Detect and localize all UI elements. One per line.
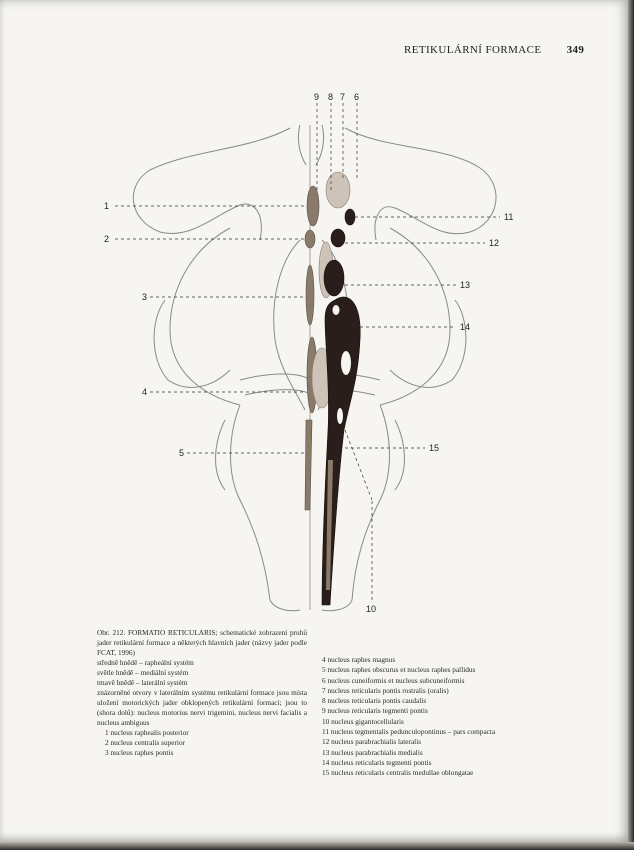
caption-item: 10 nucleus gigantocellularis (322, 716, 404, 726)
label-10: 10 (366, 604, 377, 614)
caption-item: 6 nucleus cuneiformis et nucleus subcuneiformis (322, 675, 465, 685)
label-12: 12 (489, 238, 500, 248)
figure-caption-right (322, 655, 562, 779)
legend-raphe: středně hnědě – rapheální systém (97, 658, 194, 667)
figure-labels-left (104, 201, 184, 458)
caption-item: 5 nucleus raphes obscurus et nucleus raphes pallidus (322, 665, 476, 675)
figure-labels-top (314, 92, 359, 102)
caption-item: 11 nucleus tegmentalis pedunculopontinus – pars compacta (322, 727, 496, 737)
page-number: 349 (566, 44, 585, 56)
caption-item: 3 nucleus raphes pontis (105, 748, 174, 757)
label-7: 7 (340, 92, 346, 102)
label-3: 3 (142, 292, 148, 302)
caption-item: 1 nucleus raphealis posterior (105, 728, 189, 737)
caption-item: 7 nucleus reticularis pontis rostralis (oralis) (322, 685, 449, 695)
label-2: 2 (104, 234, 110, 244)
label-5: 5 (179, 448, 185, 458)
legend-lateral: tmavě hnědě – laterální systém (97, 678, 188, 687)
label-9: 9 (314, 92, 320, 102)
label-15: 15 (429, 443, 440, 453)
running-title: RETIKULÁRNÍ FORMACE (404, 44, 542, 56)
caption-item: 9 nucleus reticularis tegmenti pontis (322, 706, 428, 716)
label-1: 1 (104, 201, 110, 211)
label-8: 8 (328, 92, 334, 102)
figure-labels-right (429, 212, 513, 453)
caption-note: znázorněné otvory v laterálním systému retikulární formace jsou místa uložení motorických jader obklopených retikulární formací; jsou to (shora dolů): nucleus motorius nervi trigemini, nucleus nervi facialis a nucleus ambiguus (97, 688, 307, 727)
caption-item: 15 nucleus reticularis centralis medullae oblongatae (322, 768, 474, 778)
caption-heading: Obr. 212. FORMATIO RETICULARIS; schematické zobrazení pruhů jader retikulární formace a některých hlavních jader (názvy jader podle FCAT, 1996) (97, 628, 307, 657)
caption-item: 14 nucleus reticularis tegmenti pontis (322, 757, 432, 767)
label-14: 14 (460, 322, 471, 332)
label-11: 11 (504, 212, 514, 222)
caption-item: 8 nucleus reticularis pontis caudalis (322, 696, 427, 706)
caption-item: 12 nucleus parabrachialis lateralis (322, 737, 422, 747)
legend-medial: světle hnědě – mediální systém (97, 668, 189, 677)
figure-caption-left (97, 628, 307, 758)
label-13: 13 (460, 280, 471, 290)
caption-item: 13 nucleus parabrachialis medialis (322, 747, 423, 757)
label-4: 4 (142, 387, 148, 397)
raphe-system (305, 186, 319, 510)
caption-item: 2 nucleus centralis superior (105, 738, 186, 747)
label-6: 6 (354, 92, 360, 102)
caption-item: 4 nucleus raphes magnus (322, 655, 396, 664)
